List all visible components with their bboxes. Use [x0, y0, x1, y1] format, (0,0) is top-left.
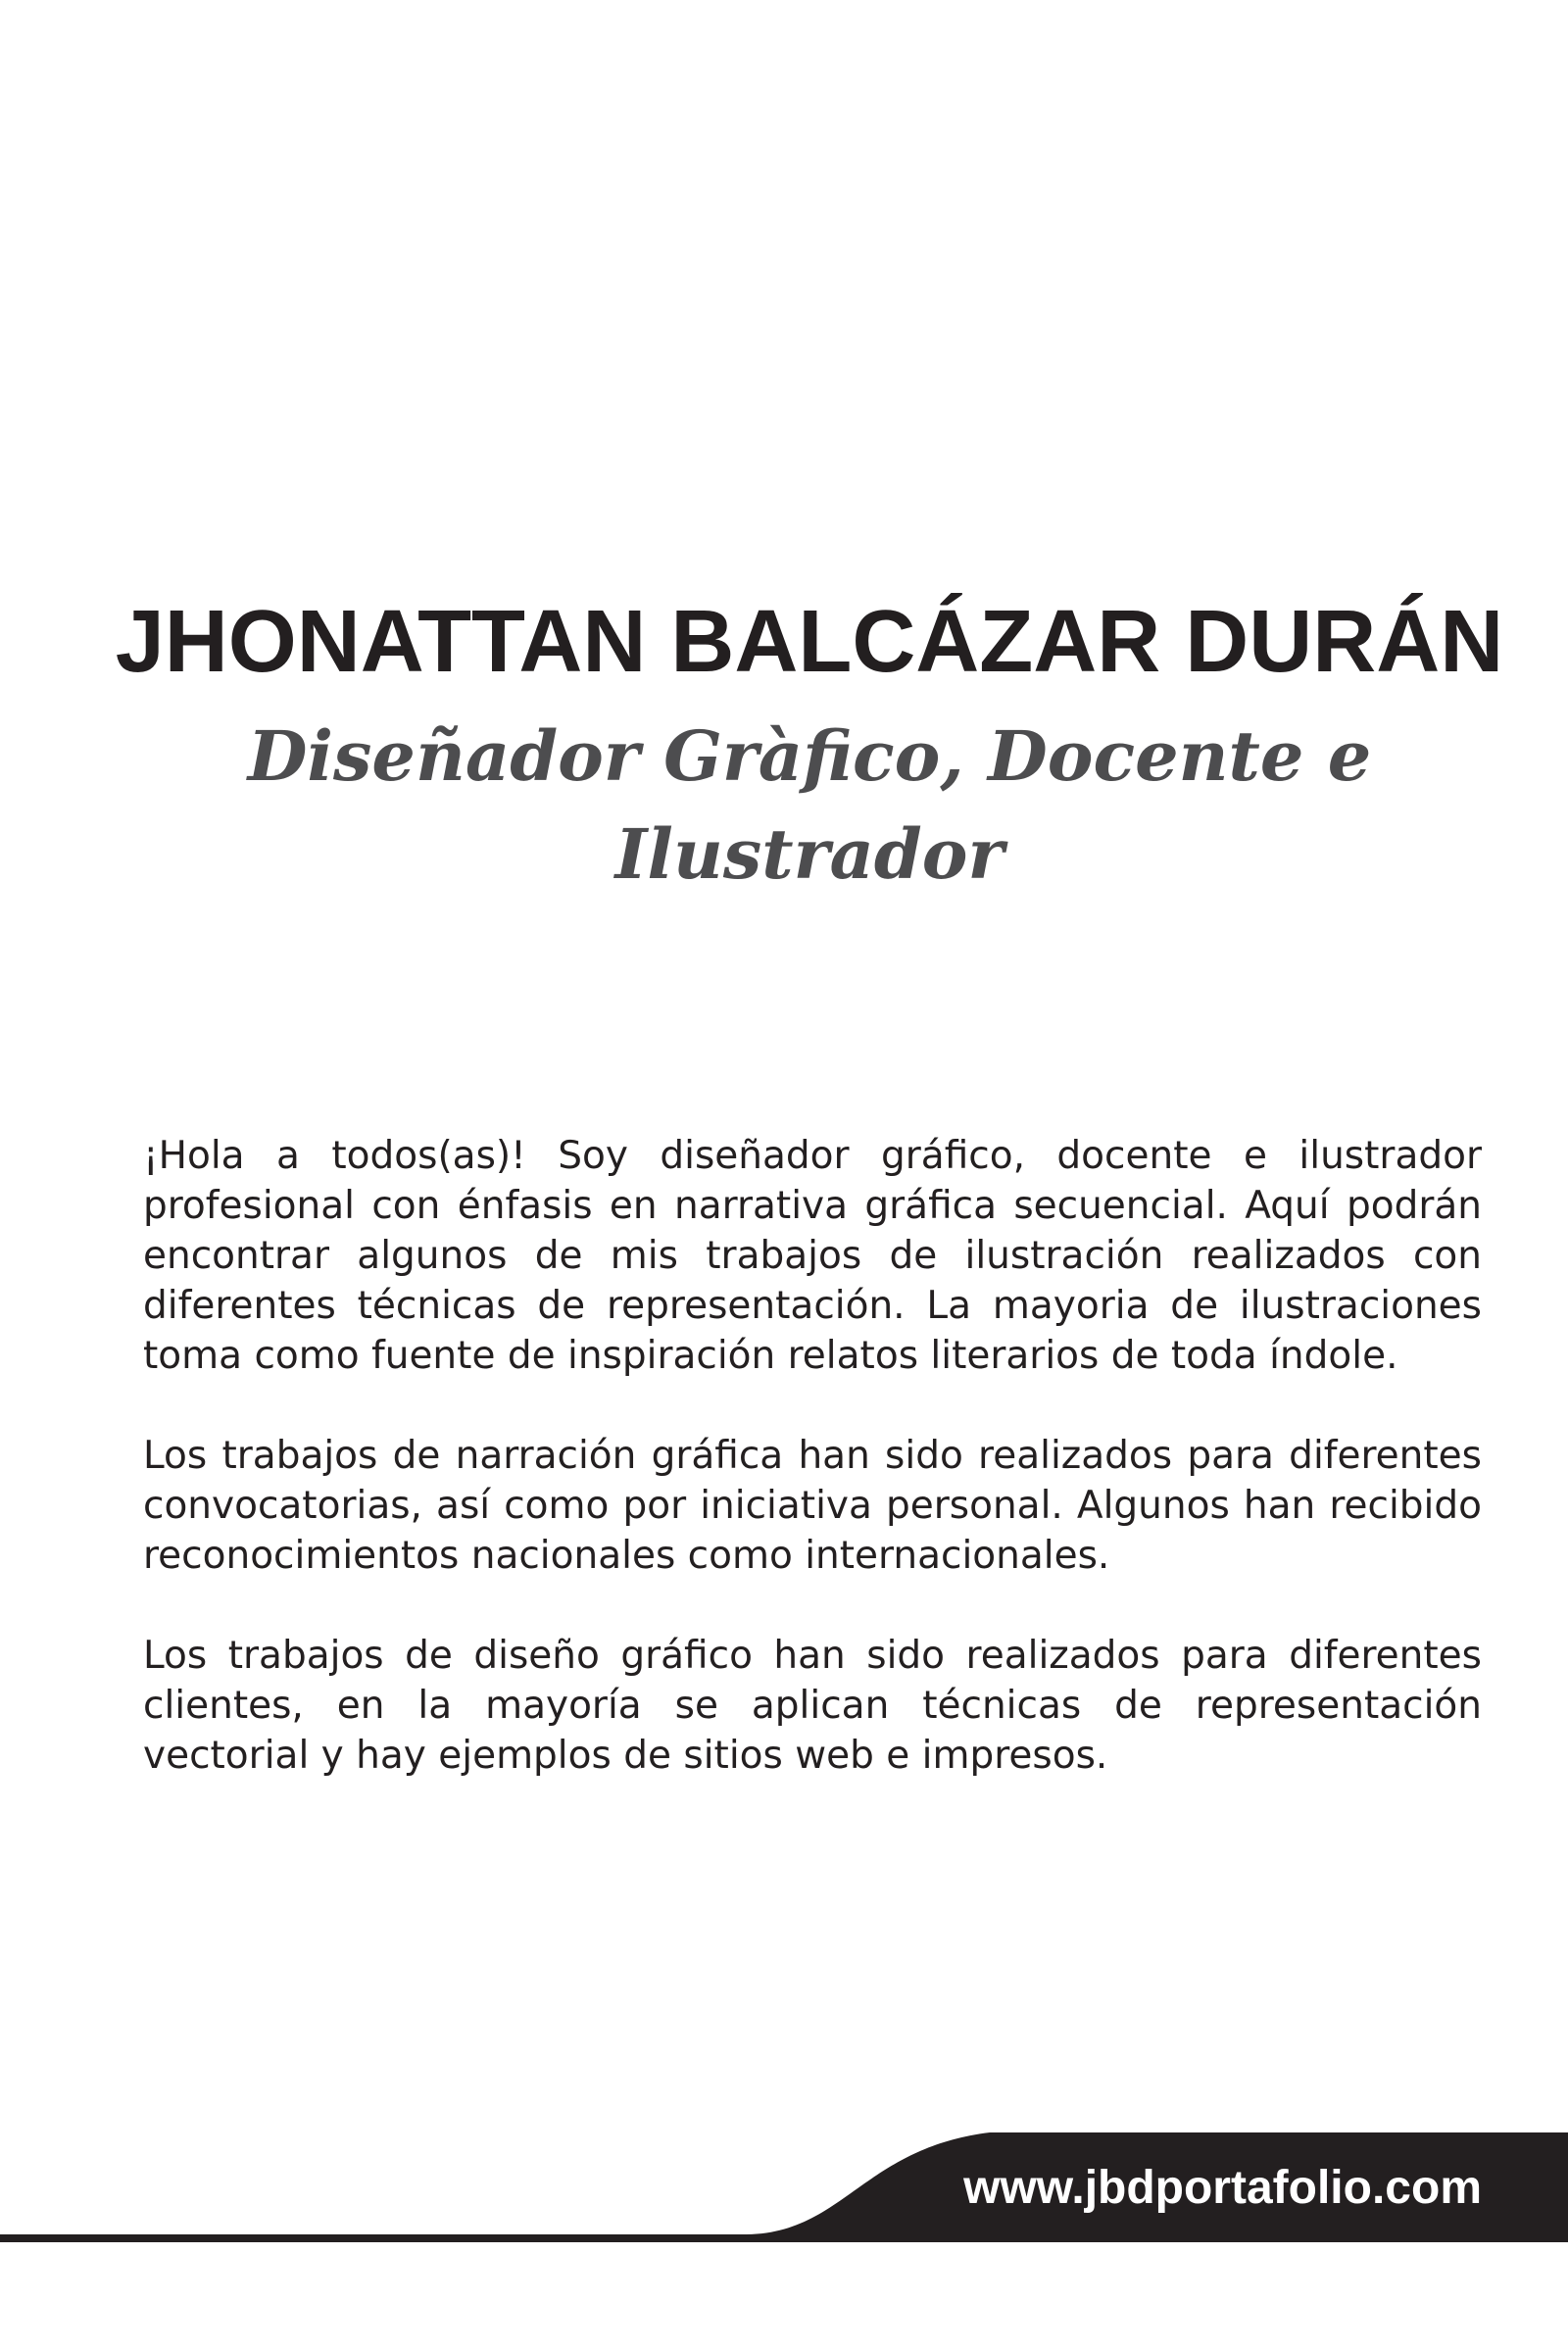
author-name: JHONATTAN BALCÁZAR DURÁN: [115, 593, 1504, 691]
bio-section: [143, 1131, 1482, 1831]
bio-paragraph-design: Los trabajos de diseño gráfico han sido realizados para diferentes clientes, en la mayoría se aplican técnicas de representación vectorial y hay ejemplos de sitios web e impresos.: [143, 1634, 1482, 1778]
bio-paragraph-intro: ¡Hola a todos(as)! Soy diseñador gráfico, docente e ilustrador profesional con énfasis en narrativa gráfica secuencial. Aquí podrán encontrar algunos de mis trabajos de ilustración realizados con diferentes técnicas de representación. La mayoria de ilustraciones toma como fuente de inspiración relatos literarios de toda índole.: [143, 1134, 1482, 1378]
website-link[interactable]: www.jbdportafolio.com: [963, 2162, 1482, 2214]
author-subtitle: Diseñador Gràfico, Docente e Ilustrador: [247, 715, 1372, 895]
bio-paragraph-narrative: Los trabajos de narración gráfica han sido realizados para diferentes convocatorias, así como por iniciativa personal. Algunos han recibido reconocimientos nacionales como internacionales.: [143, 1434, 1482, 1578]
